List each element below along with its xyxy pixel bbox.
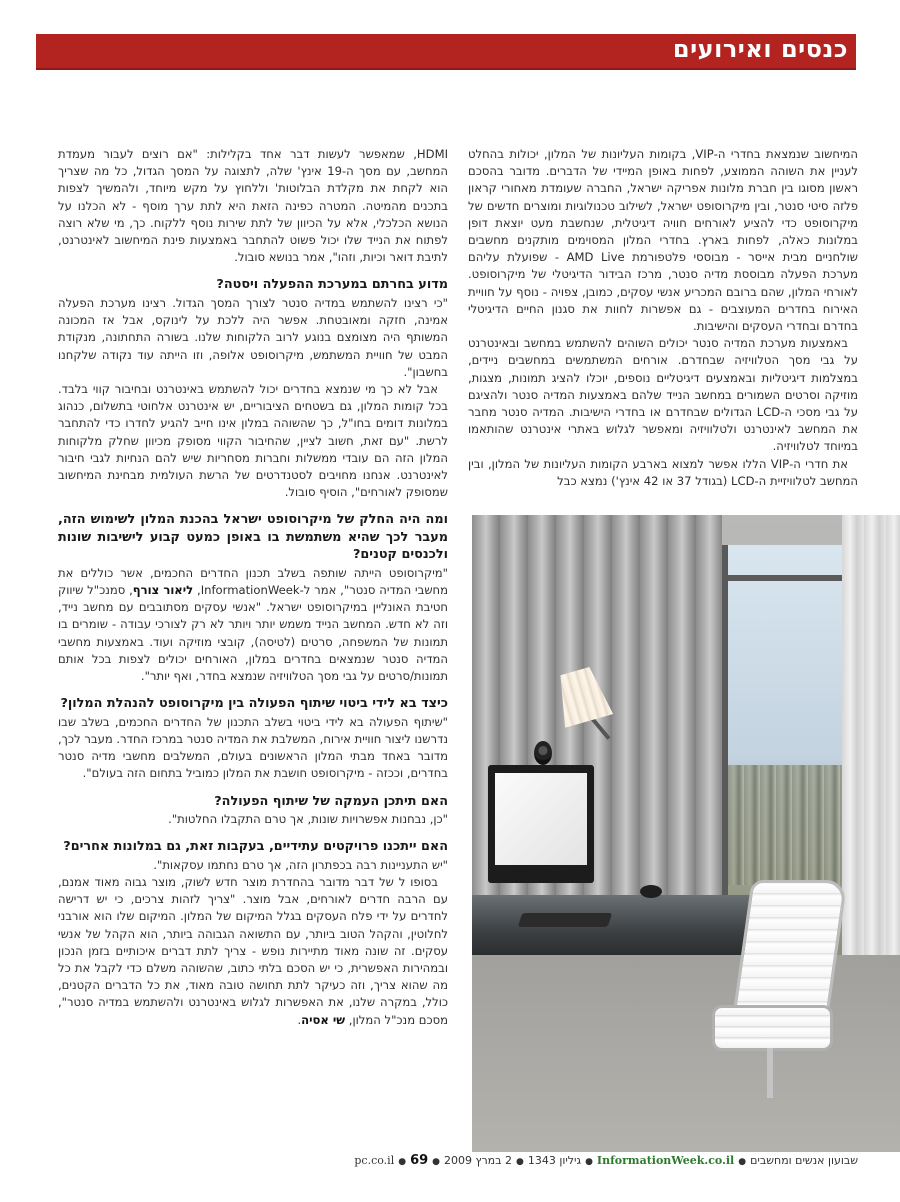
issue-date: 2 במרץ 2009: [444, 1154, 512, 1167]
bullet-icon: ●: [516, 1157, 524, 1167]
hotel-room-photo: [472, 515, 900, 1152]
question-heading: ומה היה החלק של מיקרוסופט ישראל בהכנת המלון לשימוש הזה, מעבר לכך שהיא משתמשת בו באופן כמעט קבוע לישיבות שונות ולכנסים קטנים?: [58, 512, 448, 563]
question-heading: כיצד בא לידי ביטוי שיתוף הפעולה בין מיקרוסופט להנהלת המלון?: [60, 696, 448, 712]
keyboard: [518, 913, 613, 927]
paragraph-text: , סמנכ"ל שיווק חטיבת האונליין במיקרוסופט ישראל. "אנשי עסקים מסתובבים עם מחשב נייד, וזה לא חדש. המחשב הנייד משמש יותר ויותר לא רק לצורכי עבודה - שומרים בו תמונות של המשפחה, סרטים (לטיסה), קובצי מוזיקה ועוד. באמצעות מחשבי המדיה סנטר שנמצאים בחדרים במלון, האורחים יכולים לצפות בכל אותם תמונות/סרטים על גבי מסך הטלוויזיה שנמצא בחדר, ואף יותר".: [58, 583, 448, 684]
page-number: 69: [410, 1153, 429, 1168]
publication-name: שבועון אנשים ומחשבים: [750, 1154, 858, 1167]
bullet-icon: ●: [738, 1157, 747, 1167]
webcam-icon: [534, 741, 552, 765]
window-frame: [728, 575, 842, 581]
site-link[interactable]: InformationWeek.co.il: [596, 1154, 735, 1167]
article-column-right: [468, 146, 858, 490]
question-heading: האם תיתכן העמקה של שיתוף הפעולה?: [214, 793, 448, 809]
paragraph: "שיתוף הפעולה בא לידי ביטוי בשלב התכנון של החדרים החכמים, בשלב שבו נדרשנו ליצור חוויית אירוח, המשלבת את המדיה סנטר במרכז החדר. מעבר לכך, מדובר באחד מבתי המלון הראשונים בעולם, המשלבים מחשבי מדיה סנטר בחדרים, וככזה - מיקרוסופט חושבת את המלון כמוביל בתחום הזה בעולם".: [58, 714, 448, 781]
bullet-icon: ●: [398, 1157, 407, 1167]
question-heading: מדוע בחרתם במערכת ההפעלה ויסטה?: [216, 277, 448, 293]
paragraph: המיחשוב שנמצאת בחדרי ה-VIP, בקומות העליונות של המלון, יכולות בהחלט לעניין את השוהה הממוצע, לפחות באופן המיידי של הדברים. מדובר בהסכם ראשון מסוגו בין חברת מלונות אפריקה ישראל, החברה שעומדת מאחורי קראון פלזה סיטי סנטר, ובין מיקרוסופט ישראל, לשילוב טכנולוגיות ומוצרים חדשים של מיקרוסופט כדי להציע לאורחים חוויה דיגיטלית, שנחשבת מעט יוצאת דופן במלונות כאלה, לפחות בארץ. בחדרי המלון המסוימים מותקנים מחשבים שולחניים מבית אייסר - מבוססי פלטפורמת AMD Live - שפועלת עליהם מערכת הפעלה מבוססת מדיה סנטר, מרכז הבידור הדיגיטלי של מיקרוסופט. לאורחי המלון, שהם ברובם המכריע אנשי עסקים, כמובן, צפויה - נוסף על חוויית האירוח בחדרים המעוצבים - גם אפשרות לחוות את סגנון החיים הדיגיטלי בחדרם ובחדרי העסקים והישיבות.: [468, 147, 859, 334]
monitor-screen: [495, 773, 587, 865]
computer-mouse: [640, 885, 662, 898]
bullet-icon: ●: [585, 1157, 593, 1167]
paragraph: באמצעות מערכת המדיה סנטר יכולים השוהים להשתמש במחשב ובאינטרנט על גבי מסך הטלוויזיה שבחדרם. אורחים המשתמשים במחשבים ניידים, במצלמות דיגיטליות ובאמצעים דיגיטליים נוספים, יוכלו להציג תמונות, מצגות, מוזיקה וסרטים השמורים במחשב הנייד שלהם באמצעות המדיה סנטר ולהציגם על גבי מסכי ה-LCD הגדולים שבחדרם או בחדרי הישיבות. המדיה סנטר מחבר את המחשב לאינטרנט ולטלוויזיה ומאפשר לגלוש באתרי אינטרנט שהותאמו במיוחד לטלוויזיה.: [468, 336, 859, 454]
city-view: [728, 765, 842, 885]
paragraph-text: בסופו ל של דבר מדובר בהחדרת מוצר חדש לשוק, מוצר גבוה מאוד אמנם, עם הרבה חדרים לאורחים, אבל מוצר. "צריך לזהות צרכים, כי יש דרישה לחדרים על ידי פלח העסקים בגלל המיקום של המלון. המיקום שלו הוא אורבני לחלוטין, והקהל הטוב ביותר, עם התשואה הגבוהה ביותר, הוא הקהל של אנשי עסקים. זה שונה מאוד מתיירות נופש - צריך לתת דברים איכותיים בזמן הנכון ובמהירות האפשרית, כי יש הסכם בלתי כתוב, שהשוהה משלם כדי לקבל את כל מה שהוא צריך, וזה כעיקר לתת תחושה טובה מאוד, את כל הדברים הקטנים, כולל, במקרה שלנו, את האפשרות לגלוש באינטרנט ולהשתמש במדיה סנטר", מסכם מנכ"ל המלון,: [58, 875, 448, 1027]
computer-monitor: [488, 765, 594, 883]
issue-number: גיליון 1343: [527, 1154, 582, 1167]
question-heading: האם ייתכנו פרויקטים עתידיים, בעקבות זאת, גם במלונות אחרים?: [63, 839, 448, 855]
person-name: שי אסיה: [301, 1012, 346, 1027]
bullet-icon: ●: [432, 1157, 441, 1167]
chair-back: [732, 880, 847, 1016]
paragraph: HDMI, שמאפשר לעשות דבר אחד בקלילות: "אם רוצים לעבור מעמדת המחשב, עם מסך ה-19 אינץ' שלה, לתצוגה על המסך הגדול, כל מה שצריך הוא לקחת את מקלדת הבלוטות' וללחוץ על מקש מיוחד, ולהמשיך לצפות בתכנים מהמיטה. המטרה כפינה הזאת היא לתת ערך מוסף - לא הכלנו על הנושא הכלכלי, אלא על הכיוון של לתת שירות נוסף ללקוח. כך, מי שלא רוצה לפתוח את הנייד שלו יכול פשוט להתחבר באמצעות פינת המיחשוב לאינטרנט, לתיבת דואר וכיות, וזהו", אמר בנושא סובול.: [58, 147, 449, 265]
paragraph-text: "מיקרוסופט הייתה שותפה בשלב תכנון החדרים החכמים, אשר כוללים את מחשבי המדיה סנטר", אמר ל-InformationWeek,: [58, 565, 449, 598]
article-column-left: [58, 146, 448, 1029]
chair-leg: [767, 1048, 773, 1098]
chair-seat: [712, 1005, 833, 1051]
section-header-band: [36, 34, 856, 70]
paragraph: [58, 874, 448, 1029]
office-chair: [712, 880, 852, 1100]
paragraph: אבל לא כך מי שנמצא בחדרים יכול להשתמש באינטרנט ובחיבור קווי בלבד. בכל קומות המלון, גם בשטחים הציבוריים, יש אינטרנט אלחוטי בתשלום, כנהוג במלונות דומים בחו"ל, כך שהשוהה במלון אינו חייב להגיע לחדרו כדי להתחבר לרשת. "עם זאת, חשוב לציין, שהחיבור הקווי מסופק מכיוון שחלק מלקוחות המלון הזה הם עובדי ממשלות וחברות מסחריות שיש להם הנחיות לגבי חיבור לאינטרנט. אנחנו מחויבים לסטנדרטים של הרשת העולמית מבחינת המיחשוב שמסופק לאורחים", הוסיף סובול.: [58, 381, 448, 500]
section-title: כנסים ואירועים: [672, 35, 848, 63]
page-footer: [58, 1153, 858, 1173]
paragraph: [58, 565, 448, 685]
paragraph: "כן, נבחנות אפשרויות שונות, אך טרם התקבלו החלטות".: [168, 812, 448, 827]
paragraph: "כי רצינו להשתמש במדיה סנטר לצורך המסך הגדול. רצינו מערכת הפעלה אמינה, חזקה ומאובטחת. אפשר היה ללכת על לינוקס, אבל אז המכונה המשותף היה מצומצם בנוגע לרוב הלקוחות שלנו. בשורה התחתונה, מנקודת המבט של חוויית המשתמש, מיקרוסופט אלופה, וזו הייתה עוד נקודה שלקחנו בחשבון".: [58, 295, 448, 379]
url-link[interactable]: pc.co.il: [354, 1154, 395, 1167]
paragraph-text: .: [297, 1012, 302, 1027]
person-name: ליאור צורף: [132, 583, 194, 598]
paragraph: "יש התעניינות רבה בכפתרון הזה, אך טרם נחתמו עסקאות".: [153, 857, 448, 872]
paragraph: את חדרי ה-VIP הללו אפשר למצוא בארבע הקומות העליונות של המלון, ובין המחשב לטלוויזיית ה-LCD (בגודל 37 או 42 אינץ') נמצא כבל: [468, 456, 858, 488]
